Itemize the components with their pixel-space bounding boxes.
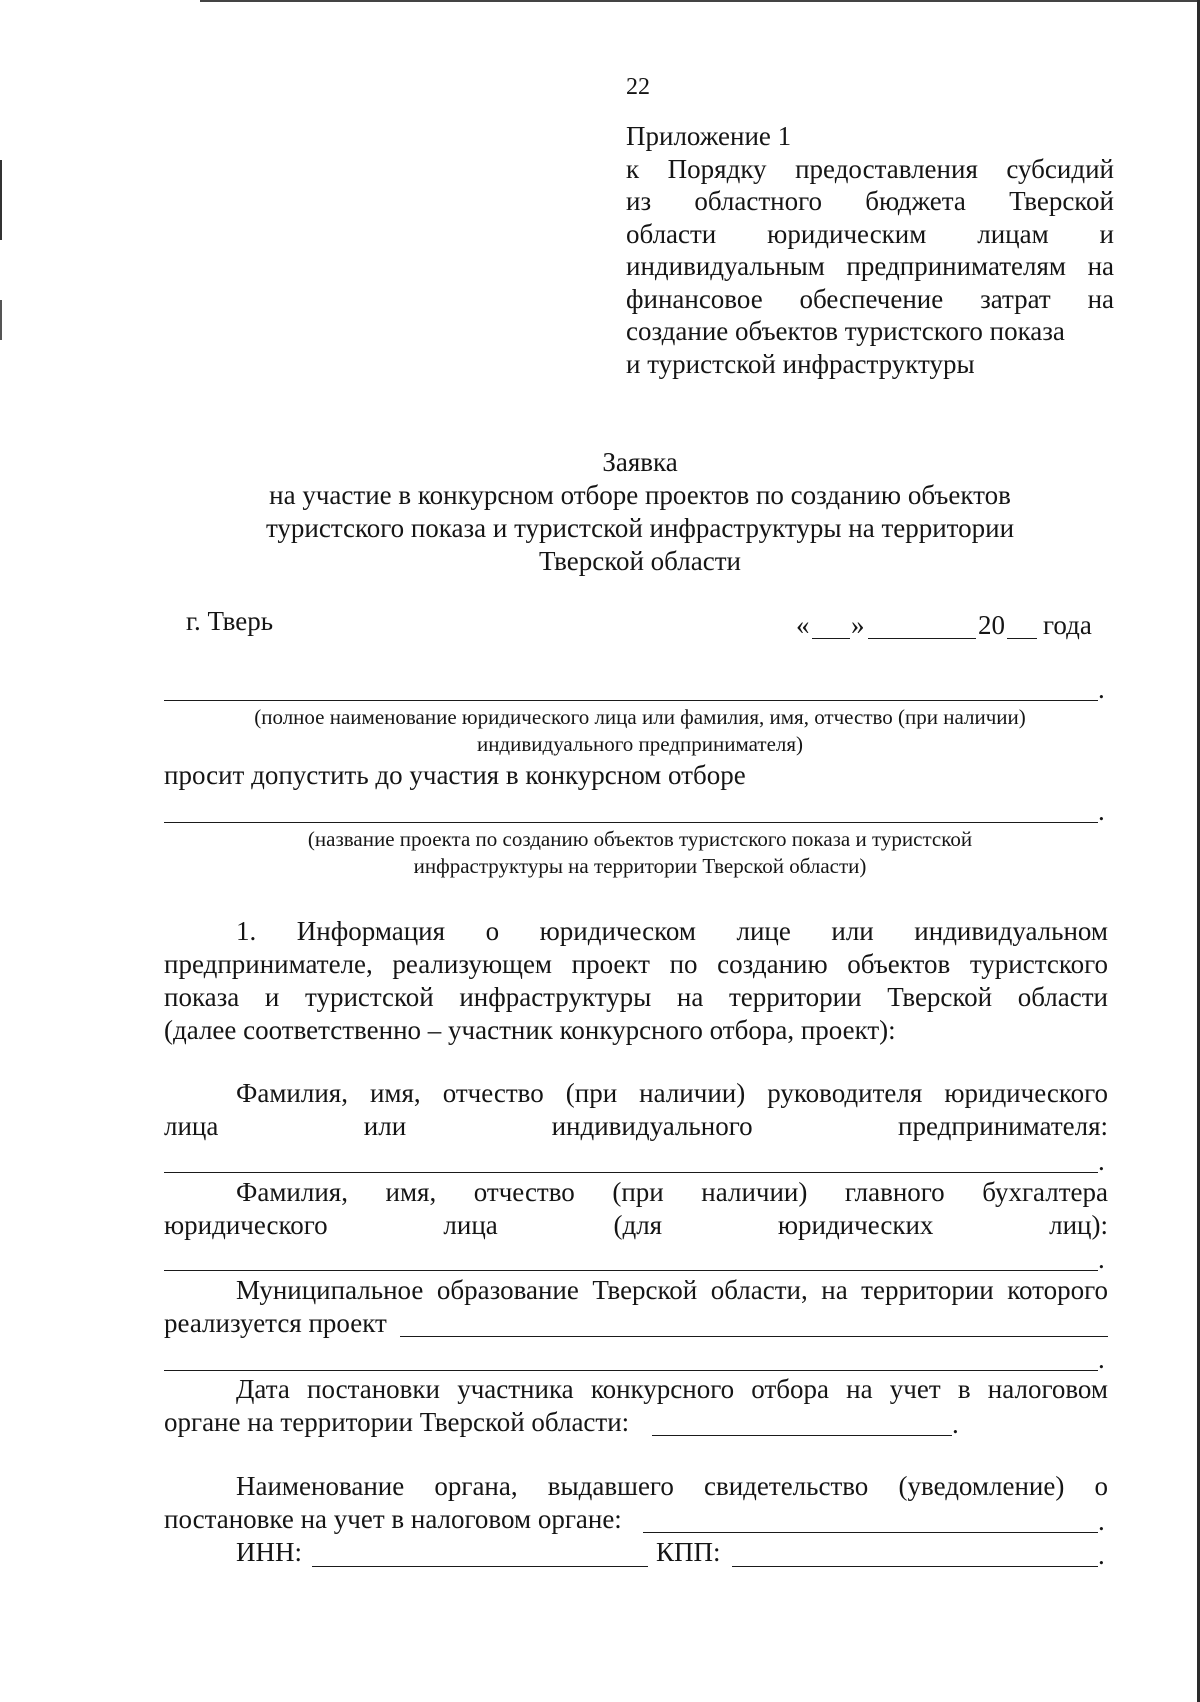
- period: .: [1098, 1506, 1105, 1536]
- period: .: [1098, 1146, 1105, 1176]
- annex-line: индивидуальным предпринимателям на: [626, 251, 1114, 281]
- tax-date-label-line-1: Дата постановки участника конкурсного отбора на учет в налоговом: [236, 1374, 1108, 1404]
- kpp-blank: [732, 1566, 1098, 1567]
- inn-label: ИНН:: [236, 1537, 302, 1567]
- applicant-caption-line-2: индивидуального предпринимателя): [476, 732, 804, 756]
- annex-line: области юридическим лицам и: [626, 218, 1114, 249]
- municipality-label-line-1: Муниципальное образование Тверской области, на территории которого: [236, 1275, 1108, 1305]
- annex-line: и туристской инфраструктуры: [626, 348, 975, 379]
- heading-line-1: на участие в конкурсном отборе проектов по созданию объектов: [269, 480, 1011, 510]
- annex-title: Приложение 1: [626, 121, 792, 151]
- date-year-prefix: 20: [978, 610, 1005, 640]
- date-month-blank: [868, 638, 976, 639]
- scan-edge-left: [0, 160, 2, 240]
- tax-date-blank: [652, 1435, 952, 1436]
- inn-blank: [312, 1566, 648, 1567]
- annex-line: финансовое обеспечение затрат на: [626, 283, 1114, 314]
- head-label-line-1: Фамилия, имя, отчество (при наличии) руководителя юридического: [236, 1078, 1108, 1108]
- head-label-line-2: лица или индивидуального предпринимателя:: [164, 1111, 1108, 1141]
- period: .: [952, 1409, 959, 1439]
- tax-body-label-line-1: Наименование органа, выдавшего свидетельство (уведомление) о: [236, 1471, 1108, 1501]
- scan-edge-left-lower: [0, 300, 2, 340]
- section1-line: предпринимателе, реализующем проект по созданию объектов туристского: [164, 949, 1108, 979]
- date-quote-open: «: [796, 610, 810, 640]
- period: .: [1098, 1344, 1105, 1374]
- tax-body-label-line-2: постановке на учет в налоговом органе:: [164, 1504, 622, 1534]
- period: .: [1098, 1244, 1105, 1274]
- annex-line: к Порядку предоставления субсидий: [626, 153, 1114, 184]
- accountant-label-line-2: юридического лица (для юридических лиц):: [164, 1210, 1108, 1240]
- municipality-label-line-2: реализуется проект: [164, 1308, 387, 1338]
- heading-line-2: туристского показа и туристской инфраструктуры на территории: [265, 513, 1015, 543]
- annex-line: создание объектов туристского показа: [626, 316, 1065, 346]
- applicant-name-blank: [164, 700, 1098, 701]
- page-number: 22: [626, 74, 650, 100]
- date-day-blank: [812, 638, 850, 639]
- city: г. Тверь: [186, 606, 274, 636]
- heading-title: Заявка: [602, 447, 678, 477]
- date-quote-close: »: [851, 610, 865, 640]
- period: .: [1098, 796, 1105, 826]
- accountant-label-line-1: Фамилия, имя, отчество (при наличии) главного бухгалтера: [236, 1177, 1108, 1207]
- project-caption-line-1: (название проекта по созданию объектов туристского показа и туристской: [307, 827, 973, 851]
- municipality-blank-1: [400, 1336, 1108, 1337]
- tax-body-blank: [643, 1532, 1098, 1533]
- project-name-blank: [164, 822, 1098, 823]
- section1-line: показа и туристской инфраструктуры на территории Тверской области: [164, 982, 1108, 1012]
- head-name-blank: [164, 1172, 1098, 1173]
- date-year-suffix: года: [1043, 610, 1092, 640]
- period: .: [1098, 1540, 1105, 1570]
- applicant-caption-line-1: (полное наименование юридического лица или фамилия, имя, отчество (при наличии): [254, 705, 1026, 729]
- period: .: [1098, 674, 1105, 704]
- date-year-blank: [1007, 638, 1037, 639]
- kpp-label: КПП:: [656, 1537, 721, 1567]
- scan-edge-top: [200, 0, 1200, 2]
- tax-date-label-line-2: органе на территории Тверской области:: [164, 1407, 630, 1437]
- request-text: просит допустить до участия в конкурсном отборе: [164, 760, 746, 790]
- accountant-name-blank: [164, 1270, 1098, 1271]
- project-caption-line-2: инфраструктуры на территории Тверской области): [413, 854, 867, 878]
- heading-line-3: Тверской области: [539, 546, 741, 576]
- section1-line: 1. Информация о юридическом лице или индивидуальном: [236, 916, 1108, 946]
- municipality-blank-2: [164, 1370, 1098, 1371]
- annex-block: [626, 120, 1114, 380]
- section1-line: (далее соответственно – участник конкурсного отбора, проект):: [164, 1015, 896, 1045]
- annex-line: из областного бюджета Тверской: [626, 186, 1114, 216]
